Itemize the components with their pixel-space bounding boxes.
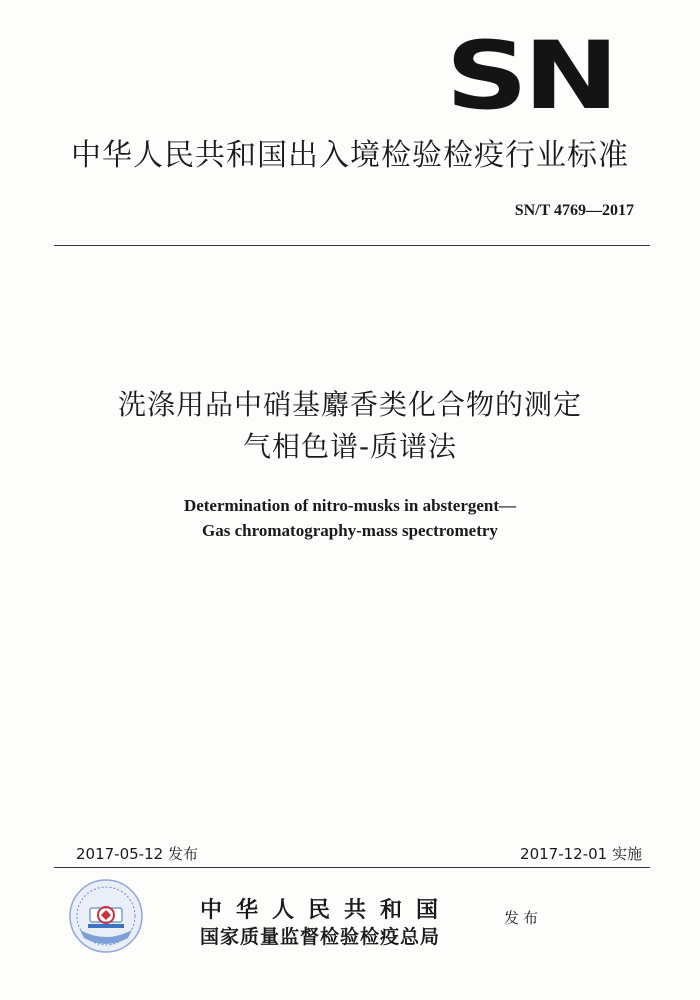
- bottom-divider: [54, 867, 650, 868]
- standard-number: SN/T 4769—2017: [514, 202, 634, 219]
- title-en-line1: Determination of nitro-musks in abstergent—: [183, 496, 517, 515]
- title-zh-line1: 洗涤用品中硝基麝香类化合物的测定: [117, 388, 582, 421]
- title-en-line2: Gas chromatography-mass spectrometry: [202, 521, 498, 540]
- title-chinese: [0, 384, 700, 468]
- implementation-date: 2017-12-01 实施: [520, 845, 642, 863]
- top-divider: [54, 245, 650, 246]
- title-english: [0, 493, 700, 543]
- issue-date: 2017-05-12 发布: [76, 845, 198, 863]
- title-zh-line2: 气相色谱-质谱法: [242, 430, 458, 463]
- header-title: 中华人民共和国出入境检验检疫行业标准: [71, 138, 629, 173]
- issuer-line1: 中华人民共和国: [200, 897, 453, 923]
- anti-counterfeit-seal-icon: [68, 878, 144, 954]
- issuing-authority: [200, 896, 452, 950]
- release-label: 发布: [504, 909, 543, 927]
- issuer-line2: 国家质量监督检验检疫总局: [200, 926, 441, 948]
- sn-logo: SN: [445, 22, 614, 131]
